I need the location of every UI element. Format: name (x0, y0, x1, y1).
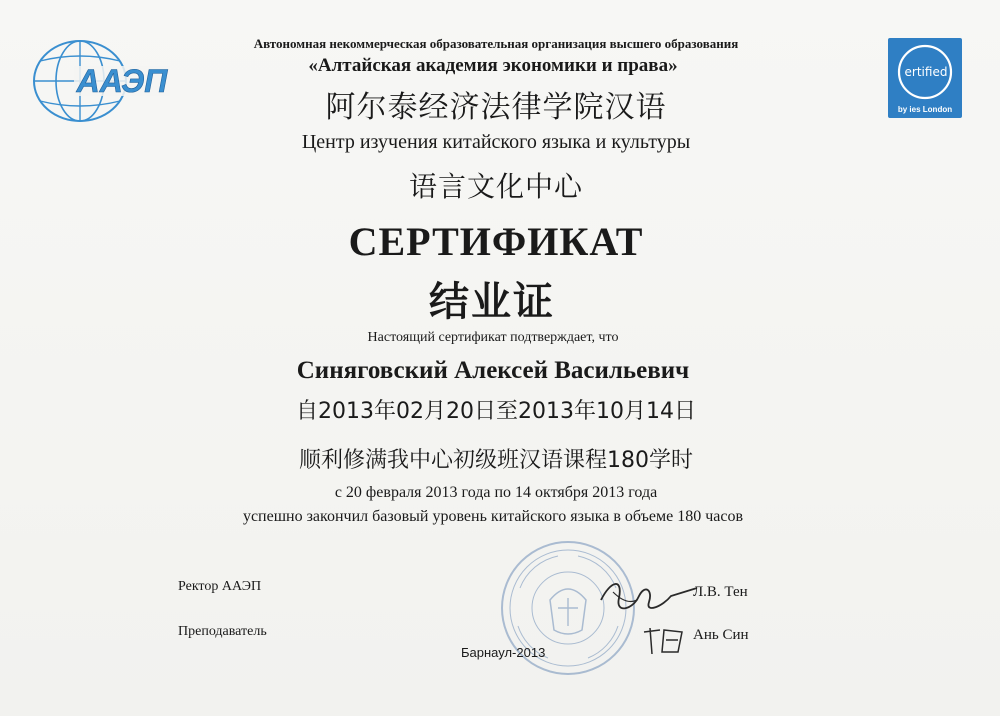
teacher-label: Преподаватель (178, 624, 267, 639)
rector-label: Ректор ААЭП (178, 579, 262, 594)
org-type: Автономная некоммерческая образовательная организация высшего образования (253, 36, 739, 51)
rector-signature (593, 570, 703, 620)
dates-ru: с 20 февраля 2013 года по 14 октября 2013 года (334, 484, 658, 501)
dates-cn: 自2013年02月20日至2013年10月14日 (296, 399, 696, 424)
center-name-cn: 语言文化中心 (408, 170, 584, 203)
certified-badge-icon (888, 38, 962, 118)
certificate-title: СЕРТИФИКАТ (348, 219, 644, 264)
academy-name-cn: 阿尔泰经济法律学院汉语 (325, 90, 667, 125)
city-year: Барнаул-2013 (461, 645, 546, 660)
confirms-text: Настоящий сертификат подтверждает, что (367, 330, 619, 345)
recipient-name: Синяговский Алексей Васильевич (296, 357, 690, 384)
teacher-signature (638, 622, 688, 660)
certified-badge (888, 38, 962, 118)
certificate-title-cn: 结业证 (429, 279, 555, 325)
center-name: Центр изучения китайского языка и культуры (301, 131, 691, 153)
rector-name: Л.В. Тен (693, 584, 748, 600)
academy-logo-text: ААЭП (76, 63, 168, 99)
course-cn: 顺利修满我中心初级班汉语课程180学时 (299, 448, 693, 473)
completion-text: успешно закончил базовый уровень китайского языка в объеме 180 часов (242, 508, 744, 525)
teacher-name: Ань Син (693, 627, 749, 643)
certified-badge-footer: by ies London (897, 105, 953, 114)
academy-logo (28, 36, 173, 126)
certified-badge-text: ertified (904, 65, 948, 79)
academy-name: «Алтайская академия экономики и права» (308, 55, 678, 76)
